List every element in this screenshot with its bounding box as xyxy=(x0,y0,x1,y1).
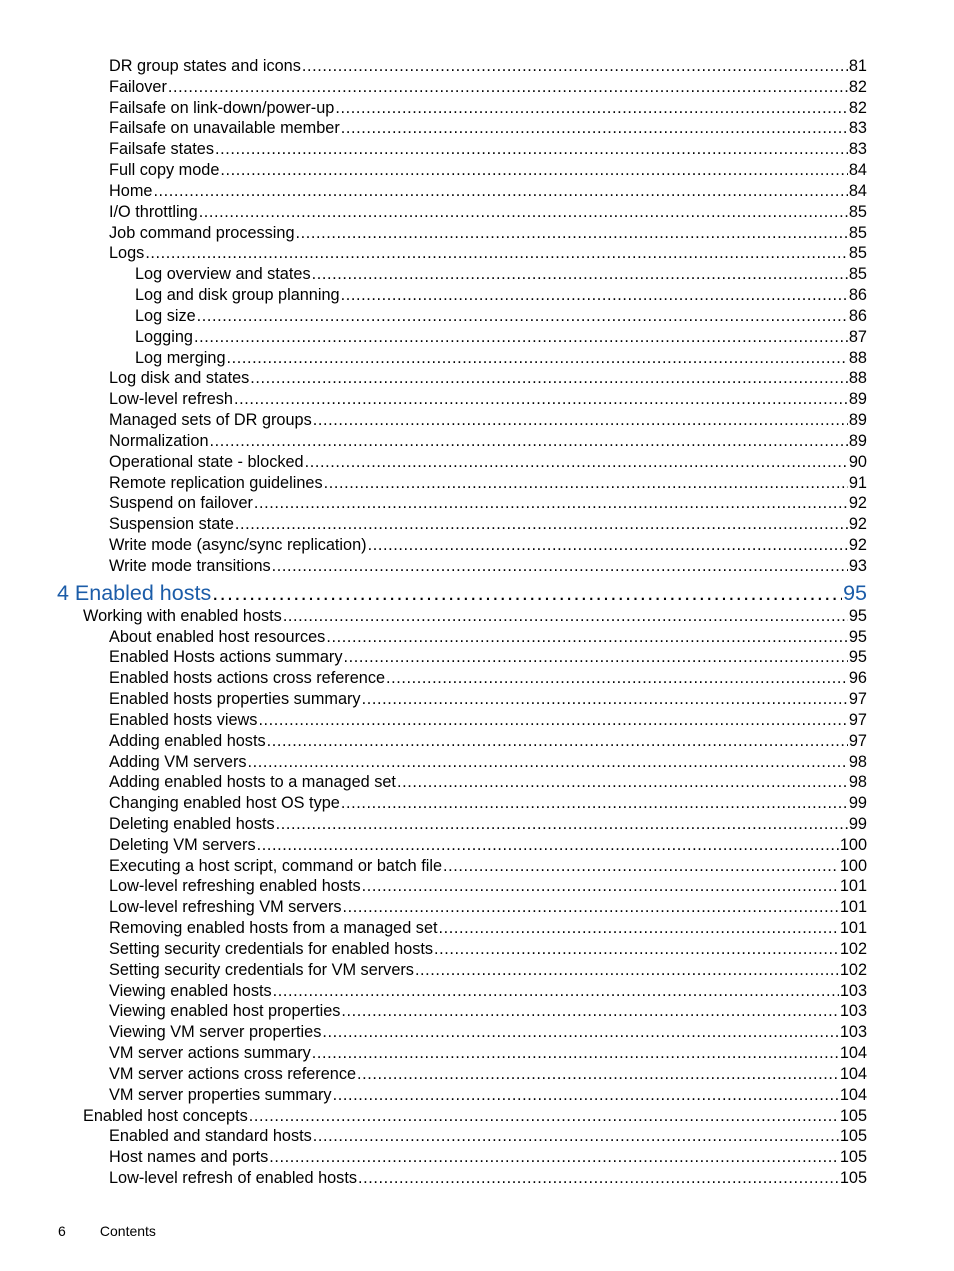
dot-leader xyxy=(267,731,848,752)
toc-entry[interactable] xyxy=(0,1085,867,1106)
dot-leader xyxy=(324,473,848,494)
toc-entry-title: Home xyxy=(109,181,153,200)
toc-entry-title: VM server properties summary xyxy=(109,1085,332,1104)
toc-entry-title: Deleting enabled hosts xyxy=(109,814,275,833)
toc-entry-page-number: 85 xyxy=(848,202,867,221)
dot-leader xyxy=(210,431,848,452)
toc-entry-page-number: 101 xyxy=(839,898,867,917)
dot-leader xyxy=(168,77,848,98)
toc-entry[interactable] xyxy=(0,1168,867,1189)
toc-entry-title: Job command processing xyxy=(109,223,295,242)
toc-entry[interactable] xyxy=(0,897,867,918)
toc-entry-title: Log size xyxy=(135,306,196,325)
toc-entry[interactable] xyxy=(0,710,867,731)
toc-entry-page-number: 95 xyxy=(848,606,867,625)
toc-entry-title: Normalization xyxy=(109,431,209,450)
toc-entry-title: Adding VM servers xyxy=(109,752,247,771)
toc-entry-page-number: 89 xyxy=(848,431,867,450)
toc-entry-title: Log overview and states xyxy=(135,265,311,284)
toc-entry-page-number: 85 xyxy=(848,244,867,263)
toc-entry-page-number: 105 xyxy=(839,1106,867,1125)
toc-entry-page-number: 81 xyxy=(848,57,867,75)
dot-leader xyxy=(326,627,848,648)
toc-entry-title: Log and disk group planning xyxy=(135,286,340,305)
toc-entry-title: Failsafe states xyxy=(109,140,214,159)
toc-entry-title: Host names and ports xyxy=(109,1148,269,1167)
toc-entry[interactable] xyxy=(0,647,867,668)
toc-entry[interactable] xyxy=(0,410,867,431)
toc-entry-page-number: 103 xyxy=(839,1023,867,1042)
toc-entry-title: Write mode transitions xyxy=(109,556,271,575)
toc-entry-page-number: 98 xyxy=(848,773,867,792)
toc-entry-title: Executing a host script, command or batch file xyxy=(109,856,443,875)
dot-leader xyxy=(199,202,848,223)
toc-entry-page-number: 104 xyxy=(839,1044,867,1063)
toc-entry-page-number: 95 xyxy=(848,627,867,646)
toc-entry[interactable] xyxy=(0,856,867,877)
toc-entry[interactable] xyxy=(0,1043,867,1064)
toc-entry-page-number: 103 xyxy=(839,1002,867,1021)
toc-entry[interactable] xyxy=(0,118,867,139)
dot-leader xyxy=(215,139,848,160)
toc-entry[interactable] xyxy=(0,368,867,389)
page-footer xyxy=(58,1223,156,1239)
dot-leader xyxy=(313,1126,839,1147)
toc-entry[interactable] xyxy=(0,1022,867,1043)
toc-entry[interactable] xyxy=(0,752,867,773)
dot-leader xyxy=(212,579,842,608)
dot-leader xyxy=(153,181,847,202)
toc-entry-page-number: 97 xyxy=(848,731,867,750)
dot-leader xyxy=(235,514,848,535)
dot-leader xyxy=(397,772,848,793)
toc-entry-title: Setting security credentials for enabled hosts xyxy=(109,939,433,958)
toc-entry-page-number: 104 xyxy=(839,1064,867,1083)
toc-entry[interactable] xyxy=(0,793,867,814)
dot-leader xyxy=(194,327,848,348)
toc-entry-page-number: 89 xyxy=(848,390,867,409)
toc-entry[interactable] xyxy=(0,473,867,494)
toc-entry-title: Write mode (async/sync replication) xyxy=(109,536,367,555)
toc-entry[interactable] xyxy=(0,306,867,327)
dot-leader xyxy=(227,348,848,369)
dot-leader xyxy=(283,606,848,627)
dot-leader xyxy=(333,1085,839,1106)
toc-entry-title: About enabled host resources xyxy=(109,627,326,646)
dot-leader xyxy=(358,1168,839,1189)
toc-entry-title: Adding enabled hosts to a managed set xyxy=(109,773,396,792)
toc-entry-page-number: 95 xyxy=(843,580,867,605)
toc-entry-title: 4 Enabled hosts xyxy=(57,580,212,605)
toc-entry[interactable] xyxy=(0,960,867,981)
toc-entry-page-number: 103 xyxy=(839,981,867,1000)
toc-entry-page-number: 86 xyxy=(848,306,867,325)
toc-entry-title: Operational state - blocked xyxy=(109,452,304,471)
dot-leader xyxy=(273,981,839,1002)
toc-entry-page-number: 87 xyxy=(848,327,867,346)
toc-entry-page-number: 90 xyxy=(848,452,867,471)
toc-entry-title: Failover xyxy=(109,77,167,96)
toc-entry-title: Working with enabled hosts xyxy=(83,606,282,625)
dot-leader xyxy=(248,752,848,773)
toc-entry[interactable] xyxy=(0,876,867,897)
dot-leader xyxy=(250,368,848,389)
toc-entry-title: Viewing VM server properties xyxy=(109,1023,322,1042)
toc-entry[interactable] xyxy=(0,556,867,577)
toc-entry-title: Setting security credentials for VM servers xyxy=(109,960,414,979)
toc-entry-page-number: 93 xyxy=(848,556,867,575)
toc-entry[interactable] xyxy=(0,389,867,410)
toc-entry[interactable] xyxy=(0,160,867,181)
toc-entry[interactable] xyxy=(0,77,867,98)
toc-entry-title: Removing enabled hosts from a managed set xyxy=(109,919,438,938)
dot-leader xyxy=(439,918,839,939)
dot-leader xyxy=(312,264,848,285)
toc-entry[interactable] xyxy=(0,223,867,244)
toc-entry[interactable] xyxy=(0,835,867,856)
toc-entry-page-number: 97 xyxy=(848,710,867,729)
toc-entry-page-number: 102 xyxy=(839,960,867,979)
toc-entry[interactable] xyxy=(0,939,867,960)
toc-entry[interactable] xyxy=(0,689,867,710)
toc-entry-page-number: 92 xyxy=(848,494,867,513)
toc-entry-title: Failsafe on unavailable member xyxy=(109,119,340,138)
toc-entry-page-number: 105 xyxy=(839,1148,867,1167)
toc-entry[interactable] xyxy=(0,56,867,77)
toc-entry-page-number: 104 xyxy=(839,1085,867,1104)
toc-entry[interactable] xyxy=(0,772,867,793)
toc-entry[interactable] xyxy=(0,731,867,752)
dot-leader xyxy=(254,493,848,514)
dot-leader xyxy=(386,668,848,689)
toc-entry-page-number: 86 xyxy=(848,286,867,305)
toc-entry-title: DR group states and icons xyxy=(109,57,301,75)
toc-entry-title: Failsafe on link-down/power-up xyxy=(109,98,335,117)
toc-entry-title: Adding enabled hosts xyxy=(109,731,266,750)
toc-entry-title: Logs xyxy=(109,244,145,263)
toc-entry-title: Managed sets of DR groups xyxy=(109,411,312,430)
toc-entry[interactable] xyxy=(0,493,867,514)
toc-entry-title: Suspension state xyxy=(109,515,234,534)
toc-entry[interactable] xyxy=(0,1147,867,1168)
toc-entry-title: Low-level refresh of enabled hosts xyxy=(109,1169,357,1188)
toc-entry-title: VM server actions cross reference xyxy=(109,1064,357,1083)
toc-entry-title: Deleting VM servers xyxy=(109,835,256,854)
toc-entry[interactable] xyxy=(0,348,867,369)
dot-leader xyxy=(272,556,848,577)
toc-entry-title: Full copy mode xyxy=(109,161,220,180)
toc-entry[interactable] xyxy=(0,1126,867,1147)
dot-leader xyxy=(362,689,848,710)
dot-leader xyxy=(434,939,839,960)
footer-section-label: Contents xyxy=(99,1223,156,1239)
toc-entry[interactable] xyxy=(0,606,867,627)
toc-entry-page-number: 83 xyxy=(848,140,867,159)
toc-entry-page-number: 84 xyxy=(848,181,867,200)
toc-entry-title: Enabled and standard hosts xyxy=(109,1127,312,1146)
footer-page-number: 6 xyxy=(58,1223,66,1239)
dot-leader xyxy=(220,160,847,181)
dot-leader xyxy=(296,223,848,244)
dot-leader xyxy=(312,1043,839,1064)
toc-entry-page-number: 100 xyxy=(839,835,867,854)
dot-leader xyxy=(357,1064,839,1085)
toc-entry[interactable] xyxy=(0,1001,867,1022)
toc-entry-title: Enabled hosts actions cross reference xyxy=(109,669,386,688)
toc-entry-title: VM server actions summary xyxy=(109,1044,311,1063)
toc-entry-page-number: 89 xyxy=(848,411,867,430)
toc-entry-page-number: 88 xyxy=(848,369,867,388)
dot-leader xyxy=(341,118,848,139)
toc-entry-title: Enabled host concepts xyxy=(83,1106,248,1125)
toc-entry-page-number: 100 xyxy=(839,856,867,875)
toc-entry[interactable] xyxy=(0,181,867,202)
dot-leader xyxy=(197,306,848,327)
dot-leader xyxy=(341,793,848,814)
dot-leader xyxy=(343,897,839,918)
toc-entry-page-number: 102 xyxy=(839,939,867,958)
toc-entry-page-number: 95 xyxy=(848,648,867,667)
toc-entry[interactable] xyxy=(0,535,867,556)
dot-leader xyxy=(343,647,847,668)
toc-entry[interactable] xyxy=(0,1106,867,1127)
toc-entry-title: Log merging xyxy=(135,348,226,367)
toc-entry-title: Enabled Hosts actions summary xyxy=(109,648,343,667)
toc-entry-page-number: 82 xyxy=(848,98,867,117)
dot-leader xyxy=(443,856,839,877)
toc-entry-title: Remote replication guidelines xyxy=(109,473,323,492)
toc-entry-title: Low-level refresh xyxy=(109,390,233,409)
toc-entry-page-number: 92 xyxy=(848,536,867,555)
toc-entry-page-number: 96 xyxy=(848,669,867,688)
toc-entry-page-number: 84 xyxy=(848,161,867,180)
toc-entry-title: Log disk and states xyxy=(109,369,250,388)
toc-entry-page-number: 99 xyxy=(848,794,867,813)
dot-leader xyxy=(368,535,848,556)
dot-leader xyxy=(322,1022,838,1043)
toc-entry[interactable] xyxy=(0,139,867,160)
toc-entry-title: I/O throttling xyxy=(109,202,198,221)
toc-entry-page-number: 92 xyxy=(848,515,867,534)
toc-entry[interactable] xyxy=(0,668,867,689)
toc-entry-page-number: 98 xyxy=(848,752,867,771)
toc-entry[interactable] xyxy=(0,814,867,835)
toc-entry-title: Suspend on failover xyxy=(109,494,253,513)
dot-leader xyxy=(305,452,848,473)
dot-leader xyxy=(362,876,839,897)
toc-entry[interactable] xyxy=(0,452,867,473)
dot-leader xyxy=(276,814,848,835)
toc-entry-page-number: 82 xyxy=(848,77,867,96)
toc-entry-page-number: 105 xyxy=(839,1127,867,1146)
toc-entry-title: Low-level refreshing enabled hosts xyxy=(109,877,361,896)
toc-entry-page-number: 85 xyxy=(848,265,867,284)
toc-entry-page-number: 101 xyxy=(839,919,867,938)
toc-entry[interactable] xyxy=(0,627,867,648)
toc-entry[interactable] xyxy=(0,285,867,306)
dot-leader xyxy=(269,1147,839,1168)
dot-leader xyxy=(258,710,847,731)
dot-leader xyxy=(257,835,839,856)
dot-leader xyxy=(145,243,848,264)
toc-entry-page-number: 101 xyxy=(839,877,867,896)
dot-leader xyxy=(249,1106,839,1127)
toc-entry-page-number: 83 xyxy=(848,119,867,138)
toc-entry-page-number: 88 xyxy=(848,348,867,367)
toc-entry[interactable] xyxy=(0,981,867,1002)
toc-entry[interactable] xyxy=(0,431,867,452)
dot-leader xyxy=(234,389,848,410)
toc-entry[interactable] xyxy=(0,327,867,348)
toc-entry-title: Enabled hosts views xyxy=(109,710,258,729)
toc-entry-title: Logging xyxy=(135,327,193,346)
toc-entry[interactable] xyxy=(0,514,867,535)
toc-entry-title: Enabled hosts properties summary xyxy=(109,690,361,709)
dot-leader xyxy=(302,56,848,77)
toc-entry[interactable] xyxy=(0,1064,867,1085)
toc-entry-page-number: 97 xyxy=(848,690,867,709)
dot-leader xyxy=(341,1001,838,1022)
dot-leader xyxy=(313,410,848,431)
toc-entry[interactable] xyxy=(0,202,867,223)
dot-leader xyxy=(335,98,848,119)
toc-entry[interactable] xyxy=(0,98,867,119)
toc-entry-title: Viewing enabled hosts xyxy=(109,981,272,1000)
toc-entry[interactable] xyxy=(0,243,867,264)
toc-chapter-entry[interactable] xyxy=(0,579,867,608)
toc-entry-title: Viewing enabled host properties xyxy=(109,1002,341,1021)
toc-entry-title: Changing enabled host OS type xyxy=(109,794,340,813)
toc-entry[interactable] xyxy=(0,264,867,285)
toc-entry-page-number: 99 xyxy=(848,814,867,833)
toc-entry-page-number: 91 xyxy=(848,473,867,492)
toc-entry[interactable] xyxy=(0,918,867,939)
toc-entry-title: Low-level refreshing VM servers xyxy=(109,898,342,917)
dot-leader xyxy=(415,960,839,981)
toc-entry-page-number: 105 xyxy=(839,1169,867,1188)
table-of-contents xyxy=(0,56,954,1189)
toc-entry-page-number: 85 xyxy=(848,223,867,242)
dot-leader xyxy=(341,285,848,306)
